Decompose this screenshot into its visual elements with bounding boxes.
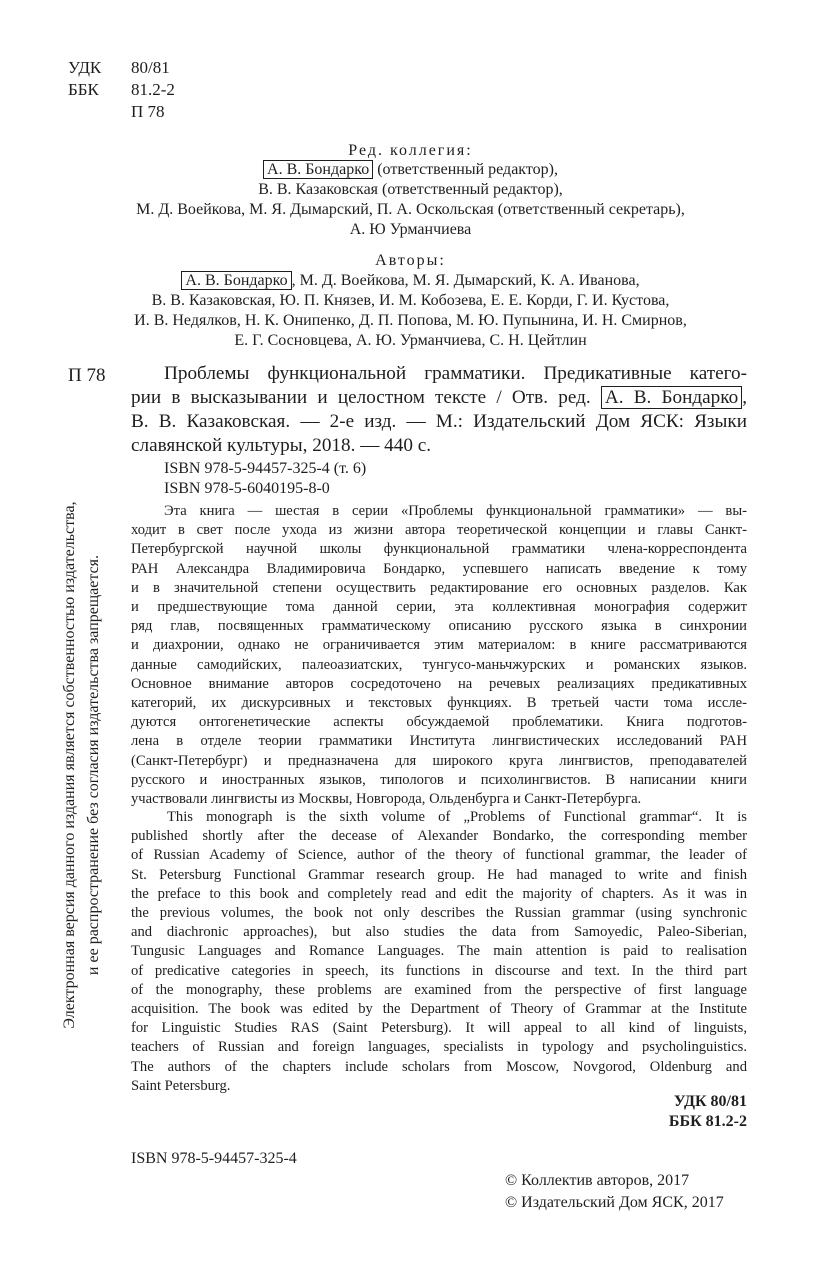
en-line: This monograph is the sixth volume of „Problems of Functional grammar“. It is [167, 809, 747, 825]
ru-line: русского и иностранных языков, типологов и психолингвистов. В написании книги [131, 771, 747, 788]
en-line: teachers of Russian and foreign languages, specialists in typology and psycholinguistics. [131, 1039, 747, 1056]
bibliography-line-3: В. В. Казаковская. — 2-е изд. — М.: Издательский Дом ЯСК: Языки [131, 411, 747, 432]
editorial-line-4: А. Ю Урманчиева [349, 221, 472, 238]
editorial-heading: Ред. коллегия: [348, 142, 473, 159]
en-line: the previous volumes, the book not only describes the Russian grammar (using synchronic [131, 905, 747, 922]
bibliography-line-4: славянской культуры, 2018. — 440 с. [131, 435, 432, 456]
bibliography-rest [131, 386, 747, 458]
russian-abstract [131, 502, 747, 809]
side-notice-line-2: и ее распространение без согласия издательства запрещается. [85, 554, 102, 976]
udk-value: 80/81 [131, 58, 170, 77]
editorial-line-1 [0, 160, 821, 180]
en-line: St. Petersburg Functional Grammar research group. He had managed to write and finish [131, 866, 747, 883]
ru-line: Основное внимание авторов сосредоточено на речевых реализациях предикативных [131, 675, 747, 692]
editor-line-1-rest: (ответственный редактор), [373, 161, 558, 178]
en-line: the preface to this book and completely read and edit the majority of chapters. As it was in [131, 885, 747, 902]
ru-line: участвовали лингвисты из Москвы, Новгорода, Ольденбурга и Санкт-Петербурга. [131, 791, 642, 808]
english-abstract [131, 808, 747, 1096]
ru-line: ряд глав, посвященных грамматическому описанию русского языка в синхронии [131, 618, 747, 635]
ru-line: ходит в свет после ухода из жизни автора теоретической концепции и главы Санкт- [131, 522, 747, 539]
isbn-volume: ISBN 978-5-94457-325-4 (т. 6) [164, 460, 367, 477]
author-mark-value: П 78 [131, 102, 165, 121]
copyright-block [505, 1170, 724, 1214]
ru-line: и предшествующие тома данной серии, эта коллективная монография содержит [131, 599, 747, 616]
udk-right: УДК 80/81 [673, 1093, 747, 1110]
authors-line-1 [0, 271, 821, 291]
en-line: of Russian Academy of Science, author of the theory of functional grammar, the leader of [131, 847, 747, 864]
bibliography-line-2-text: рии в высказывании и целостном тексте / Отв. ред. [131, 387, 591, 408]
author-mark-label [68, 101, 131, 123]
en-line: for Linguistic Studies RAS (Saint Petersburg). It will appeal to all kind of linguists, [131, 1020, 747, 1037]
bibliography-line-2-comma: , [742, 387, 747, 408]
isbn-bottom: ISBN 978-5-94457-325-4 [131, 1150, 297, 1167]
udk-label: УДК [68, 58, 102, 77]
classification-codes [68, 57, 175, 123]
bibliography-line-1: Проблемы функциональной грамматики. Предикативные катего- [164, 363, 747, 384]
authors-line-3: И. В. Недялков, Н. К. Онипенко, Д. П. Попова, М. Ю. Пупынина, И. Н. Смирнов, [134, 312, 687, 329]
ru-line: Эта книга — шестая в серии «Проблемы функциональной грамматики» — вы- [164, 503, 747, 519]
en-line: published shortly after the decease of Alexander Bondarko, the corresponding member [131, 828, 747, 845]
en-line: Tungusic Languages and Romance Languages. The main attention is paid to realisation [131, 943, 747, 960]
bibliography-editor-boxed: А. В. Бондарко [601, 386, 742, 409]
authors-heading: Авторы: [375, 252, 446, 269]
editorial-line-3: М. Д. Воейкова, М. Я. Дымарский, П. А. Оскольская (ответственный секретарь), [136, 201, 685, 218]
ru-line: и в значительной степени осуществить редактирование его основных разделов. Как [131, 579, 747, 596]
bibliography-line-2 [131, 386, 747, 410]
isbn-series: ISBN 978-5-6040195-8-0 [164, 480, 330, 497]
authors-line-1-rest: , М. Д. Воейкова, М. Я. Дымарский, К. А. Иванова, [291, 272, 640, 289]
en-line: of predicative categories in speech, its functions in discourse and text. In the third part [131, 962, 747, 979]
ru-line: и диахронии, однако не ограничивается этим материалом: в книге рассматриваются [131, 637, 747, 654]
en-line: Saint Petersburg. [131, 1077, 231, 1094]
editor-name-boxed: А. В. Бондарко [263, 160, 373, 179]
ru-line: дуются онтогенетические аспекты обсуждаемой проблематики. Книга подготов- [131, 714, 747, 731]
ru-line: категорий, их дискурсивных и текстовых функциях. В третьей части тома иссле- [131, 695, 747, 712]
author-mark-row [68, 101, 175, 123]
bibliography-line-1-wrap [164, 362, 747, 386]
author-name-boxed: А. В. Бондарко [181, 271, 291, 290]
en-line: acquisition. The book was edited by the Department of Theory of Grammar at the Institute [131, 1001, 747, 1018]
en-line: The authors of the chapters include scholars from Moscow, Novgorod, Oldenburg and [131, 1058, 747, 1075]
copyright-authors: © Коллектив авторов, 2017 [505, 1172, 690, 1189]
copyright-publisher: © Издательский Дом ЯСК, 2017 [505, 1194, 724, 1211]
bbk-row [68, 79, 175, 101]
ru-line: (Санкт-Петербург) и предназначена для широкого круга лингвистов, преподавателей [131, 752, 747, 769]
ru-line: Петербургской научной школы функциональной грамматики члена-корреспондента [131, 541, 747, 558]
udk-row [68, 57, 175, 79]
bbk-right: ББК 81.2-2 [668, 1113, 747, 1130]
bibliography-code: П 78 [68, 365, 106, 386]
side-notice [58, 445, 106, 1085]
ru-line: данные самодийских, палеоазиатских, тунгусо-маньчжурских и романских языков. [131, 656, 747, 673]
authors-line-2: В. В. Казаковская, Ю. П. Князев, И. М. Кобозева, Е. Е. Корди, Г. И. Кустова, [151, 292, 670, 309]
side-notice-line-1: Электронная версия данного издания является собственностью издательства, [61, 501, 78, 1029]
en-line: and diachronic approaches), but also studies the data from Samoyedic, Paleo-Siberian, [131, 924, 747, 941]
bbk-label: ББК [68, 80, 99, 99]
bbk-value: 81.2-2 [131, 80, 175, 99]
authors-line-4: Е. Г. Сосновцева, А. Ю. Урманчиева, С. Н. Цейтлин [234, 332, 587, 349]
ru-line: РАН Александра Владимировича Бондарко, успевшего написать введение к тому [131, 560, 747, 577]
en-line: of the monography, these problems are examined from the perspective of first language [131, 981, 747, 998]
ru-line: лена в отделе теории грамматики Института лингвистических исследований РАН [131, 733, 747, 750]
editorial-line-2: В. В. Казаковская (ответственный редактор), [258, 181, 563, 198]
